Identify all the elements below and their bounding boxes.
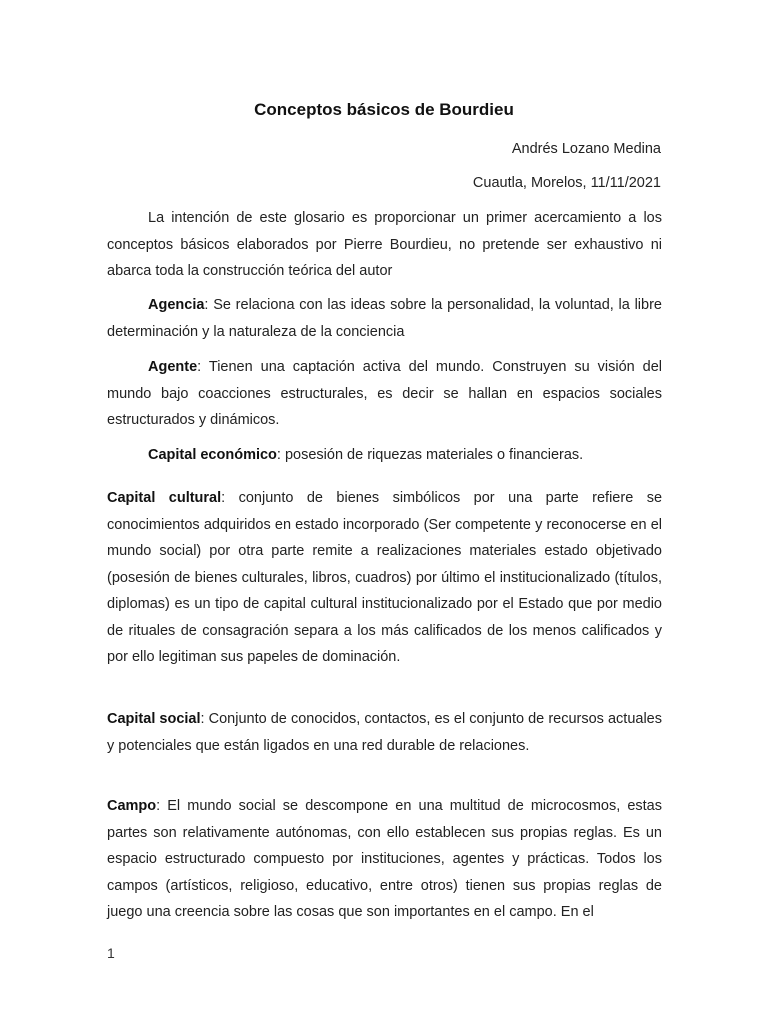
entry-text: : El mundo social se descompone en una multitud de microcosmos, estas partes son relativamente autónomas, con ello establecen sus propias reglas. Es un espacio estructurado compuesto por instituciones, agentes y prácticas. Todos los campos (artísticos, religioso, educativo, entre otros) tienen sus propias reglas de juego una creencia sobre las cosas que son importantes en el campo. En el [107,798,662,920]
intro-paragraph: La intención de este glosario es proporcionar un primer acercamiento a los conceptos básicos elaborados por Pierre Bourdieu, no pretende ser exhaustivo ni abarca toda la construcción teórica del autor [107,210,662,279]
entry-text: : posesión de riquezas materiales o financieras. [276,447,584,463]
document-title: Conceptos básicos de Bourdieu [254,100,514,119]
entry-term: Agencia [148,297,205,313]
entry-capital-social [107,706,662,759]
entry-capital-cultural [107,485,662,671]
entry-term: Capital cultural [107,490,222,506]
entry-term: Capital económico [148,447,277,463]
entry-agente [107,354,662,434]
entry-text: : Tienen una captación activa del mundo. Construyen su visión del mundo bajo coacciones estructurales, es decir se hallan en espacios sociales estructurados y dinámicos. [107,359,662,428]
entry-term: Capital social [107,711,201,727]
page-number: 1 [107,945,115,961]
entry-term: Agente [148,359,198,375]
author-line: Andrés Lozano Medina [511,141,661,157]
entry-text: : Se relaciona con las ideas sobre la personalidad, la voluntad, la libre determinación y la naturaleza de la conciencia [107,297,662,340]
entry-capital-economico [107,442,662,469]
entry-campo [107,793,662,926]
entry-text: : Conjunto de conocidos, contactos, es el conjunto de recursos actuales y potenciales que están ligados en una red durable de relaciones. [107,711,662,754]
entry-text: : conjunto de bienes simbólicos por una parte refiere se conocimientos adquiridos en estado incorporado (Ser competente y reconocerse en el mundo social) por otra parte remite a realizaciones materiales estado objetivado (posesión de bienes culturales, libros, cuadros) por último el institucionalizado (títulos, diplomas) es un tipo de capital cultural institucionalizado por el Estado que por medio de rituales de consagración separa a los más calificados de los menos calificados y por ello legitiman sus papeles de dominación. [107,490,663,665]
entry-agencia [107,292,662,345]
place-date-line: Cuautla, Morelos, 11/11/2021 [472,175,661,191]
entry-term: Campo [107,798,157,814]
